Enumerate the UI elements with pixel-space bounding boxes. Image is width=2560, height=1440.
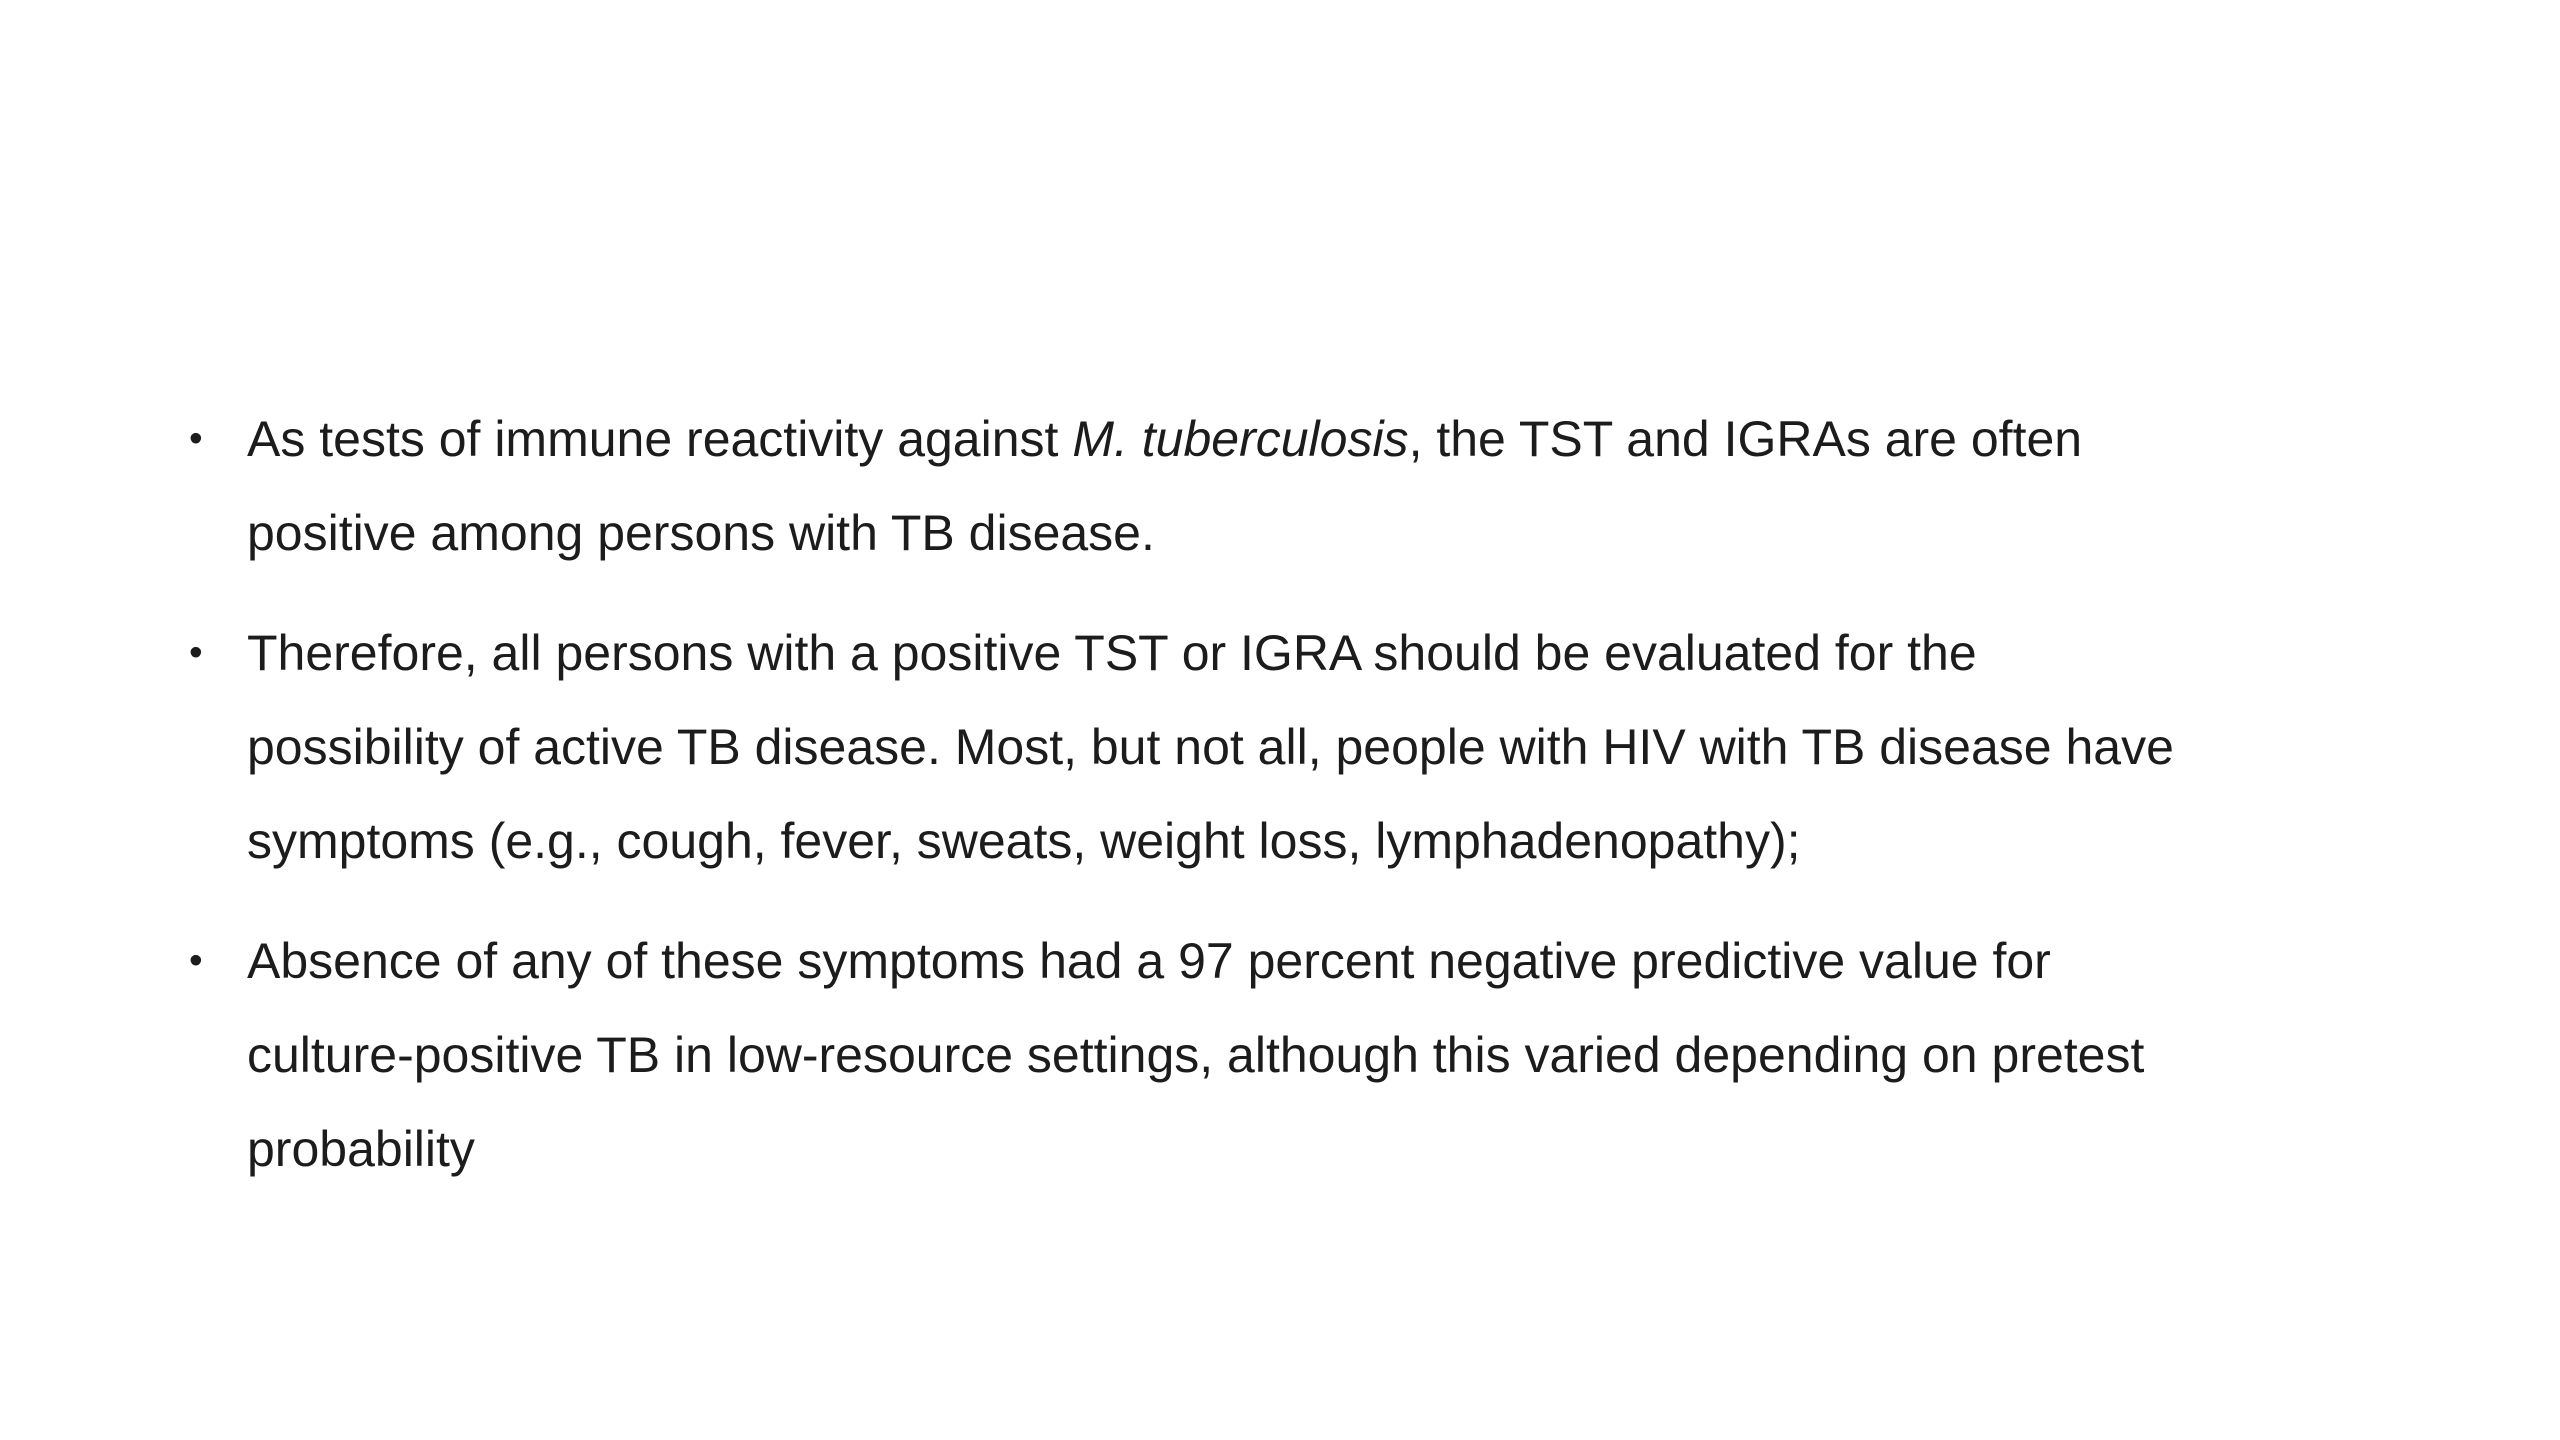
text-segment: symptoms (e.g., cough, fever, sweats, weight loss, lymphadenopathy); — [247, 813, 1801, 869]
bullet-line — [247, 914, 2449, 1008]
text-segment: Therefore, all persons with a positive TST or IGRA should be evaluated for the — [247, 625, 1977, 681]
text-segment: Absence of any of these symptoms had a 97 percent negative predictive value for — [247, 933, 2051, 989]
bullet-line — [247, 794, 2449, 888]
bullet-line — [247, 700, 2449, 794]
bullet-line — [247, 392, 2449, 486]
bullet-text — [247, 914, 2449, 1196]
text-segment: , the TST and IGRAs are often — [1408, 411, 2083, 467]
text-segment: positive among persons with TB disease. — [247, 505, 1155, 561]
bullet-marker-icon: • — [189, 417, 203, 460]
text-segment: possibility of active TB disease. Most, but not all, people with HIV with TB disease have — [247, 719, 2174, 775]
bullet-text — [247, 606, 2449, 888]
text-segment: probability — [247, 1121, 475, 1177]
bullet-line — [247, 486, 2449, 580]
text-segment: As tests of immune reactivity against — [247, 411, 1073, 467]
bullet-line — [247, 606, 2449, 700]
bullet-marker-icon: • — [189, 631, 203, 674]
bullet-line — [247, 1008, 2449, 1102]
italic-text-segment: M. tuberculosis — [1072, 411, 1409, 467]
bullet-marker-icon: • — [189, 939, 203, 982]
bullet-text — [247, 392, 2449, 580]
bullet-line — [247, 1102, 2449, 1196]
bullet-item — [189, 914, 2449, 1196]
bullet-list — [189, 392, 2449, 1222]
text-segment: culture-positive TB in low-resource settings, although this varied depending on pretest — [247, 1027, 2145, 1083]
bullet-item — [189, 606, 2449, 888]
bullet-item — [189, 392, 2449, 580]
